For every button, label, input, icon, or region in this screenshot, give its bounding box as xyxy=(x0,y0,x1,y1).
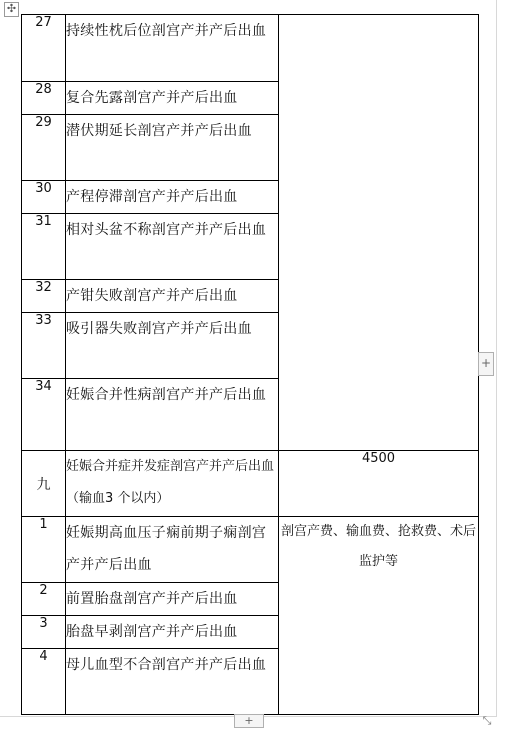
empty-cell xyxy=(279,15,479,451)
procedure-name: 母儿血型不合剖宫产并产后出血 xyxy=(66,649,279,715)
procedure-name: 产程停滞剖宫产并产后出血 xyxy=(66,181,279,214)
section-row xyxy=(22,451,479,517)
procedure-name: 妊娠合并性病剖宫产并产后出血 xyxy=(66,379,279,451)
price-value: 4500 xyxy=(279,451,479,517)
procedure-name: 潜伏期延长剖宫产并产后出血 xyxy=(66,115,279,181)
row-number: 32 xyxy=(22,280,66,313)
row-number: 3 xyxy=(22,616,66,649)
row-number: 34 xyxy=(22,379,66,451)
procedure-name: 产钳失败剖宫产并产后出血 xyxy=(66,280,279,313)
procedure-name: 妊娠期高血压子痫前期子痫剖宫产并产后出血 xyxy=(66,517,279,583)
page-edge-right xyxy=(496,0,497,717)
procedure-name: 相对头盆不称剖宫产并产后出血 xyxy=(66,214,279,280)
table-move-icon[interactable]: ✣ xyxy=(4,2,19,17)
row-number: 27 xyxy=(22,15,66,82)
row-number: 30 xyxy=(22,181,66,214)
procedure-name: 吸引器失败剖宫产并产后出血 xyxy=(66,313,279,379)
procedure-name: 复合先露剖宫产并产后出血 xyxy=(66,82,279,115)
row-number: 2 xyxy=(22,583,66,616)
table-row xyxy=(22,15,479,82)
row-number: 31 xyxy=(22,214,66,280)
add-column-button[interactable]: + xyxy=(478,352,494,376)
cost-scope: 剖宫产费、输血费、抢救费、术后监护等 xyxy=(279,517,479,715)
procedure-name: 持续性枕后位剖宫产并产后出血 xyxy=(66,15,279,82)
procedure-name: 胎盘早剥剖宫产并产后出血 xyxy=(66,616,279,649)
row-number: 33 xyxy=(22,313,66,379)
section-name: 妊娠合并症并发症剖宫产并产后出血（输血3 个以内） xyxy=(66,451,279,517)
procedure-name: 前置胎盘剖宫产并产后出血 xyxy=(66,583,279,616)
add-row-button[interactable]: + xyxy=(234,714,264,728)
row-number: 28 xyxy=(22,82,66,115)
row-number: 1 xyxy=(22,517,66,583)
fee-table xyxy=(21,14,479,715)
section-number: 九 xyxy=(22,451,66,517)
row-number: 4 xyxy=(22,649,66,715)
table-row xyxy=(22,517,479,583)
table-resize-icon[interactable]: ⤡ xyxy=(482,714,492,727)
row-number: 29 xyxy=(22,115,66,181)
